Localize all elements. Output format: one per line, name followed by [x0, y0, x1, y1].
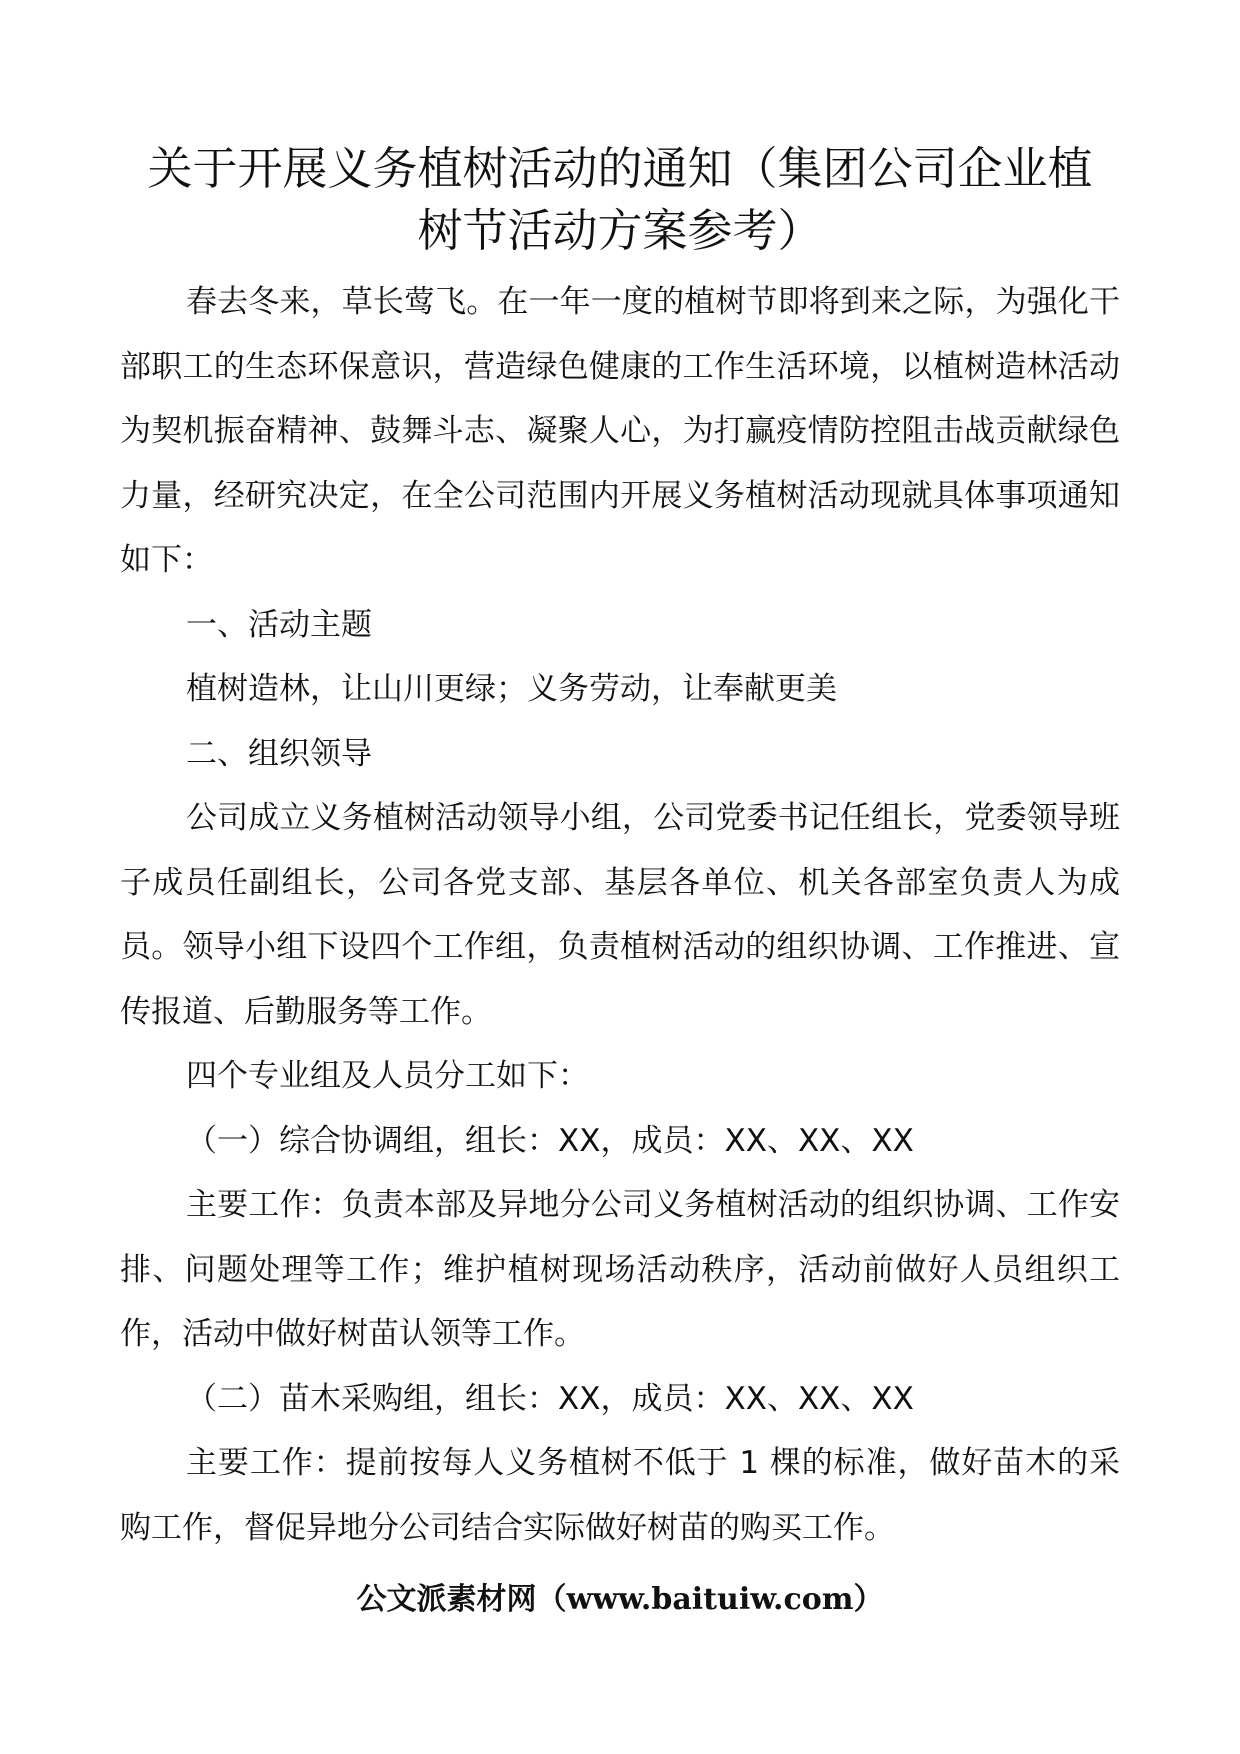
group-1-duties: 主要工作：负责本部及异地分公司义务植树活动的组织协调、工作安排、问题处理等工作；维护植树现场活动秩序，活动前做好人员组织工作，活动中做好树苗认领等工作。 — [120, 1187, 1120, 1352]
group-1-heading: （一）综合协调组，组长：XX，成员：XX、XX、XX — [186, 1122, 914, 1159]
intro-paragraph: 春去冬来，草长莺飞。在一年一度的植树节即将到来之际，为强化干部职工的生态环保意识，营造绿色健康的工作生活环境，以植树造林活动为契机振奋精神、鼓舞斗志、凝聚人心，为打赢疫情防控阻击战贡献绿色力量，经研究决定，在全公司范围内开展义务植树活动现就具体事项通知如下： — [120, 284, 1120, 578]
section-heading-organization: 二、组织领导 — [186, 735, 372, 772]
group-2-heading: （二）苗木采购组，组长：XX，成员：XX、XX、XX — [186, 1380, 914, 1417]
section-heading-theme: 一、活动主题 — [186, 606, 372, 643]
groups-intro-paragraph: 四个专业组及人员分工如下： — [186, 1058, 589, 1094]
organization-paragraph: 公司成立义务植树活动领导小组，公司党委书记任组长，党委领导班子成员任副组长，公司各党支部、基层各单位、机关各部室负责人为成员。领导小组下设四个工作组，负责植树活动的组织协调、工作推进、宣传报道、后勤服务等工作。 — [120, 800, 1120, 1030]
document-title — [120, 138, 1120, 262]
group-2-duties: 主要工作：提前按每人义务植树不低于 1 棵的标准，做好苗木的采购工作，督促异地分公司结合实际做好树苗的购买工作。 — [120, 1445, 1120, 1546]
title-line-1: 关于开展义务植树活动的通知（集团公司企业植 — [147, 142, 1093, 195]
title-line-2: 树节活动方案参考） — [417, 204, 823, 257]
document-body — [120, 270, 1120, 1560]
theme-paragraph: 植树造林，让山川更绿；义务劳动，让奉献更美 — [186, 671, 837, 707]
footer-source: 公文派素材网（www.baituiw.com） — [356, 1582, 884, 1617]
